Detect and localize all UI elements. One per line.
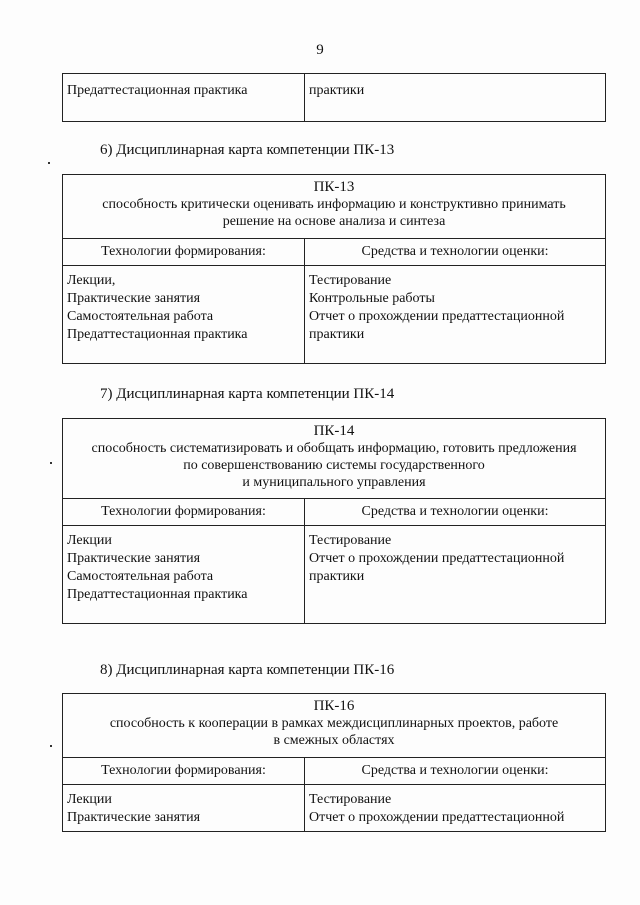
list-item: Предаттестационная практика [67, 587, 248, 602]
section-title-pk14: 7) Дисциплинарная карта компетенции ПК-14 [100, 386, 395, 402]
list-item: Отчет о прохождении предаттестационной [309, 551, 565, 566]
list-item: Лекции, [67, 273, 116, 288]
competency-description-line: способность критически оценивать информацию и конструктивно принимать [102, 197, 566, 212]
list-item: Отчет о прохождении предаттестационной [309, 309, 565, 324]
list-item: Практические занятия [67, 810, 201, 825]
continuation-left-text: Предаттестационная практика [67, 83, 248, 98]
competency-header [63, 175, 606, 239]
scan-mark [48, 162, 50, 164]
section-title-pk16: 8) Дисциплинарная карта компетенции ПК-16 [100, 662, 395, 678]
competency-description-line: решение на основе анализа и синтеза [222, 214, 446, 229]
formation-header: Технологии формирования: [63, 499, 305, 526]
assessment-header: Средства и технологии оценки: [305, 239, 606, 266]
competency-description-line: в смежных областях [273, 733, 395, 748]
competency-card-pk14 [62, 418, 606, 624]
list-item: Тестирование [309, 533, 392, 548]
section-title-pk13: 6) Дисциплинарная карта компетенции ПК-13 [100, 142, 395, 158]
competency-description-line: и муниципального управления [242, 475, 426, 490]
list-item: Контрольные работы [309, 291, 435, 306]
list-item: Лекции [67, 792, 112, 807]
continuation-table [62, 73, 606, 122]
competency-card-pk16 [62, 693, 606, 832]
competency-description-line: по совершенствованию системы государственного [183, 458, 485, 473]
competency-description-line: способность к кооперации в рамках междисциплинарных проектов, работе [109, 716, 559, 731]
assessment-list [305, 266, 606, 364]
formation-list [63, 785, 305, 832]
competency-code: ПК-16 [313, 698, 355, 714]
continuation-right-cell [305, 74, 606, 122]
competency-code: ПК-13 [313, 179, 355, 195]
list-item: Отчет о прохождении предаттестационной [309, 810, 565, 825]
competency-card-pk13 [62, 174, 606, 364]
competency-description-line: способность систематизировать и обобщать информацию, готовить предложения [91, 441, 577, 456]
formation-header: Технологии формирования: [63, 758, 305, 785]
formation-list [63, 266, 305, 364]
continuation-left-cell [63, 74, 305, 122]
list-item: Тестирование [309, 792, 392, 807]
list-item: практики [309, 569, 365, 584]
list-item: Лекции [67, 533, 112, 548]
assessment-list [305, 526, 606, 624]
assessment-header: Средства и технологии оценки: [305, 499, 606, 526]
competency-header [63, 694, 606, 758]
list-item: практики [309, 327, 365, 342]
scan-mark [50, 462, 52, 464]
list-item: Практические занятия [67, 551, 201, 566]
formation-list [63, 526, 305, 624]
page-number: 9 [316, 42, 324, 58]
competency-header [63, 419, 606, 499]
assessment-header: Средства и технологии оценки: [305, 758, 606, 785]
competency-code: ПК-14 [313, 423, 355, 439]
list-item: Практические занятия [67, 291, 201, 306]
list-item: Самостоятельная работа [67, 309, 214, 324]
continuation-right-text: практики [309, 83, 365, 98]
list-item: Самостоятельная работа [67, 569, 214, 584]
formation-header: Технологии формирования: [63, 239, 305, 266]
assessment-list [305, 785, 606, 832]
list-item: Тестирование [309, 273, 392, 288]
list-item: Предаттестационная практика [67, 327, 248, 342]
scan-mark [50, 745, 52, 747]
